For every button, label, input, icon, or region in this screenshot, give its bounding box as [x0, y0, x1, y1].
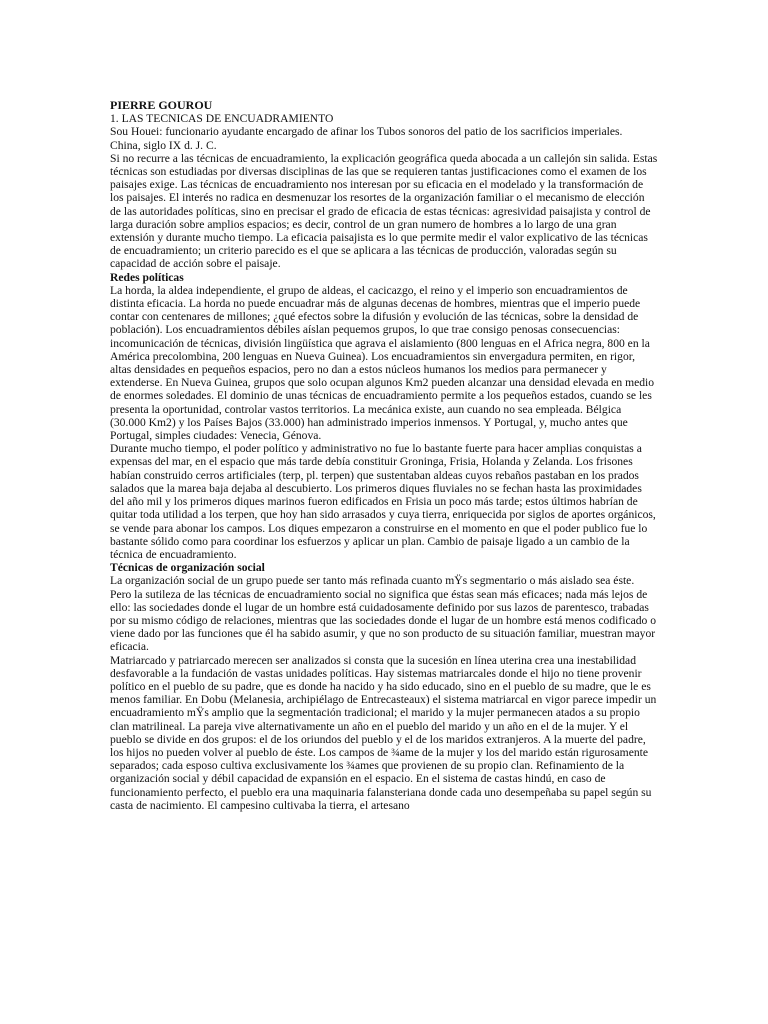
chapter-title: 1. LAS TECNICAS DE ENCUADRAMIENTO — [110, 112, 334, 126]
body-paragraph: La organización social de un grupo puede ser tanto más refinada cuanto mŸs segmentario o más aislado sea éste. Pero la sutileza de las técnicas de encuadramiento social no significa que éstas sean más eficaces; nada más lejos de ello: las sociedades donde el lugar de un hombre está cuidadosamente definido por sus lazos de parentesco, trabadas por su mismo código de relaciones, mientras que las sociedades donde el lugar de un hombre está menos codificado o viene dado por las funciones que él ha sabido asumir, y que no son producto de su situación familiar, muestran mayor eficacia. — [110, 574, 657, 654]
body-paragraph: La horda, la aldea independiente, el grupo de aldeas, el cacicazgo, el reino y el imperio son encuadramientos de distinta eficacia. La horda no puede encuadrar más de algunas decenas de hombres, mientras que el imperio puede contar con centenares de millones; ¿qué efectos sobre la difusión y evolución de las técnicas, sobre la densidad de población). Los encuadramientos débiles aíslan pequemos grupos, lo que trae consigo penosas consecuencias: incomunicación de técnicas, división lingüística que agrava el aislamiento (800 lenguas en el Africa negra, 800 en la América precolombina, 200 lenguas en Nueva Guinea). Los encuadramientos sin envergadura permiten, en rigor, altas densidades en pequeños espacios, pero no dan a estos núcleos humanos los medios para permanecer y extenderse. En Nueva Guinea, grupos que solo ocupan algunos Km2 pueden alcanzar una densidad elevada en medio de enormes soledades. El dominio de unas técnicas de encuadramiento permite a los pequeños estados, cuando se les presenta la oportunidad, controlar vastos territorios. La mecánica existe, aun cuando no sea empleada. Bélgica (30.000 Km2) y los Países Bajos (33.000) han administrado imperios inmensos. Y Portugal, y, mucho antes que Portugal, simples ciudades: Venecia, Génova. — [110, 283, 655, 443]
epigraph-source: China, siglo IX d. J. C. — [110, 138, 217, 152]
section-heading-redes-politicas: Redes políticas — [110, 270, 184, 284]
body-paragraph: Durante mucho tiempo, el poder político y administrativo no fue lo bastante fuerte para hacer amplias conquistas a expensas del mar, en el espacio que más tarde debía constituir Groninga, Frisia, Holanda y Zelanda. Los frisones habían construido cerros artificiales (terp, pl. terpen) que sustentaban aldeas cuyos rebaños pastaban en los prados salados que la marea baja dejaba al descubierto. Los primeros diques fluviales no se fechan hasta las proximidades del año mil y los primeros diques marinos fueron edificados en Frisia un poco más tarde; estos últimos habrían de quitar toda utilidad a los terpen, que hoy han sido arrasados y cuya tierra, enriquecida por siglos de aportes orgánicos, se vende para abonar los campos. Los diques empezaron a construirse en el momento en que el poder publico fue lo bastante sólido como para coordinar los esfuerzos y aplicar un plan. Cambio de paisaje ligado a un cambio de la técnica de encuadramiento. — [110, 442, 656, 561]
document-page — [110, 99, 658, 812]
epigraph: Sou Houei: funcionario ayudante encargado de afinar los Tubos sonoros del patio de los sacrificios imperiales. — [110, 125, 623, 139]
intro-paragraph: Si no recurre a las técnicas de encuadramiento, la explicación geográfica queda abocada a un callejón sin salida. Estas técnicas son estudiadas por diversas disciplinas de las que se requieren tantas justificaciones como el examen de los paisajes exige. Las técnicas de encuadramiento nos interesan por su eficacia en el modelado y la transformación de los paisajes. El interés no radica en desmenuzar los resortes de la organización familiar o el mecanismo de elección de las autoridades políticas, sino en precisar el grado de eficacia de estas técnicas: agresividad paisajista y control de larga duración sobre amplios espacios; es decir, control de un gran numero de hombres a lo largo de una gran extensión y durante mucho tiempo. La eficacia paisajista es lo que permite medir el valor explicativo de las técnicas de encuadramiento; un criterio parecido es el que se aplicara a las técnicas de producción, valoradas según su capacidad de acción sobre el paisaje. — [110, 151, 658, 271]
author-name: PIERRE GOUROU — [110, 98, 213, 112]
section-heading-organizacion-social: Técnicas de organización social — [110, 561, 265, 575]
body-paragraph: Matriarcado y patriarcado merecen ser analizados si consta que la sucesión en línea uterina crea una inestabilidad desfavorable a la fundación de vastas unidades políticas. Hay sistemas matriarcales donde el hijo no tiene provenir político en el pueblo de su padre, que es donde ha nacido y ha sido educado, sino en el pueblo de su madre, que le es menos familiar. En Dobu (Melanesia, archipiélago de Entrecasteaux) el sistema matriarcal en vigor parece impedir un encuadramiento mŸs amplio que la segmentación tradicional; el marido y la mujer permanecen atados a su propio clan matrilineal. La pareja vive alternativamente un año en el pueblo del marido y un año en el de la mujer. Y el pueblo se divide en dos grupos: el de los oriundos del pueblo y el de los maridos extranjeros. A la muerte del padre, los hijos no pueden volver al pueblo de éste. Los campos de ¾ame de la mujer y los del marido están rigurosamente separados; cada esposo cultiva exclusivamente los ¾ames que provienen de su propio clan. Refinamiento de la organización social y débil capacidad de expansión en el espacio. En el sistema de castas hindú, en caso de funcionamiento perfecto, el pueblo era una maquinaria falansteriana donde cada uno desempeñaba su papel según su casta de nacimiento. El campesino cultivaba la tierra, el artesano — [110, 653, 657, 812]
